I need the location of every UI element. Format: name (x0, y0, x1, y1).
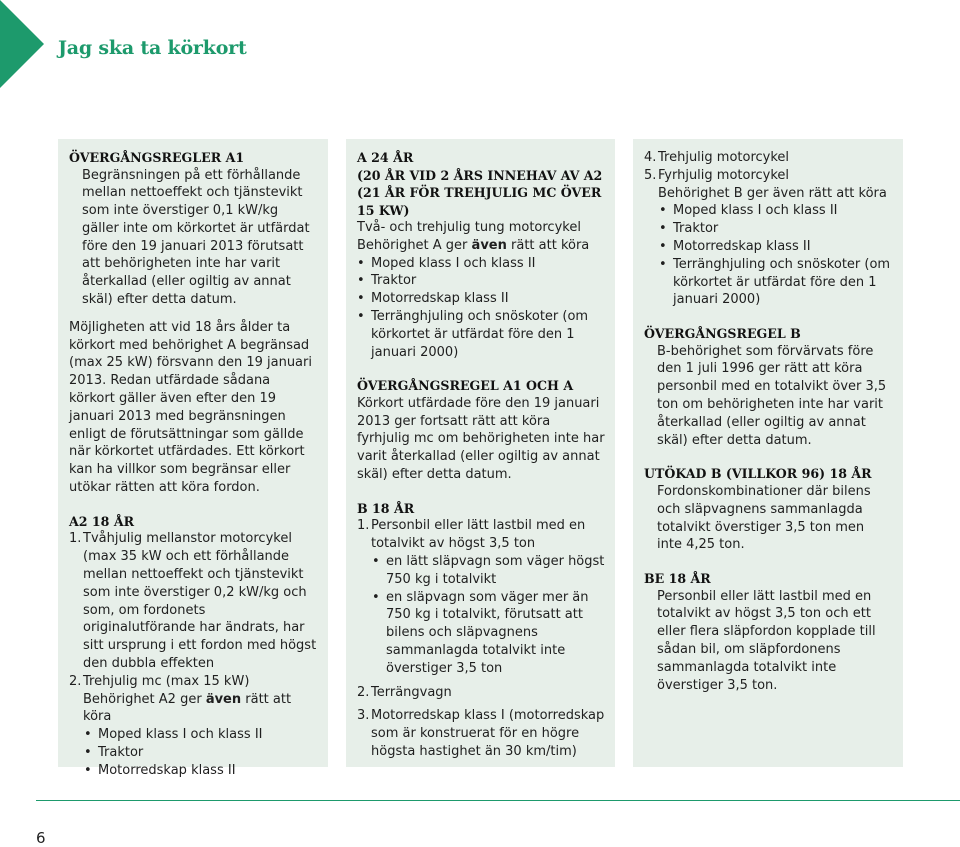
heading-overgangsregel-b: ÖVERGÅNGSREGEL B (644, 326, 801, 342)
text: Behörighet B ger även rätt att köra (658, 185, 887, 201)
paragraph: Fordonskombinationer där bilens och släpvagnens sammanlagda totalvikt överstiger 3,5 ton men inte 4,25 ton. (657, 483, 871, 553)
bullet-list (357, 255, 605, 362)
list-item (357, 684, 605, 702)
emphasis: även (471, 237, 507, 253)
heading-overgangsregler-a1: ÖVERGÅNGSREGLER A1 (69, 150, 245, 165)
paragraph: Möjligheten att vid 18 års ålder ta körkort med behörighet A begränsad (max 25 kW) försvann den 19 januari 2013. Redan utfärdade sådana körkort gäller även efter den 19 januari 2013 med begränsningen enligt de förutsättningar som gällde när körkortet utfärdades. Ett körkort kan ha villkor som begränsar eller utökar rätten att köra fordon. (69, 319, 312, 496)
paragraph (357, 237, 605, 255)
bullet-list (357, 553, 605, 678)
paragraph: B-behörighet som förvärvats före den 1 juli 1996 ger rätt att köra personbil med en totalvikt över 3,5 ton om behörigheten inte har varit återkallad (eller ogiltig av annat skäl) efter detta datum. (657, 343, 887, 448)
list-item (69, 673, 318, 726)
bullet-item: • Traktor (84, 744, 318, 762)
item-number: 2. (357, 684, 370, 700)
list-item (69, 530, 318, 672)
column-2 (346, 139, 615, 767)
bullet-item: • Moped klass I och klass II (357, 255, 605, 273)
text: rätt att köra (83, 691, 292, 725)
item-number: 4. (644, 150, 657, 165)
page-number: 6 (36, 829, 46, 847)
bullet-item: • Motorredskap klass II (357, 290, 605, 308)
item-text: Personbil eller lätt lastbil med en totalvikt av högst 3,5 ton (371, 518, 586, 552)
item-text: Trehjulig motorcykel (658, 150, 790, 165)
list-item (357, 707, 605, 760)
text: rätt att köra (506, 237, 590, 253)
paragraph: Personbil eller lätt lastbil med en totalvikt av högst 3,5 ton och ett eller flera släpfordon kopplade till sådan bil, om släpfordonens sammanlagda totalvikt inte överstiger 3,5 ton. (657, 588, 876, 693)
heading-utokad-b: UTÖKAD B (VILLKOR 96) 18 ÅR (644, 466, 872, 482)
item-text: Motorredskap klass I (motorredskap som är konstruerat för en högre högsta hastighet än 30 km/tim) (371, 708, 605, 759)
text: Behörighet A2 ger (83, 691, 206, 707)
list-item (644, 167, 893, 203)
bullet-item: • en lätt släpvagn som väger högst 750 kg i totalvikt (372, 553, 605, 589)
bullet-item: • Traktor (357, 272, 605, 290)
list-item (357, 517, 605, 553)
text: Behörighet A ger (357, 237, 472, 253)
item-number: 3. (357, 708, 370, 724)
bullet-item: • Terränghjuling och snöskoter (om körkortet är utfärdat före den 1 januari 2000) (357, 308, 605, 361)
item-number: 2. (69, 673, 82, 689)
paragraph: Begränsningen på ett förhållande mellan nettoeffekt och tjänstevikt som inte överstiger 0,1 kW/kg gäller inte om körkortet är utfärdat före den 19 januari 2013 förutsatt att behörigheten inte har varit återkallad (eller ogiltig av annat skäl) efter detta datum. (82, 167, 310, 308)
heading-overgangsregel-a1-a: ÖVERGÅNGSREGEL A1 OCH A (357, 378, 574, 394)
page-title: Jag ska ta körkort (58, 37, 247, 59)
paragraph: Körkort utfärdade före den 19 januari 2013 ger fortsatt rätt att köra fyrhjulig mc om behörigheten inte har varit återkallad (eller ogiltig av annat skäl) efter detta datum. (357, 395, 605, 483)
bullet-item: • Terränghjuling och snöskoter (om körkortet är utfärdat före den 1 januari 2000) (659, 256, 893, 309)
list-item (644, 149, 893, 167)
heading-a2: A2 18 ÅR (69, 513, 135, 529)
footer-divider (36, 800, 960, 801)
bullet-item: • Motorredskap klass II (84, 762, 318, 780)
item-number: 5. (644, 167, 657, 183)
heading-b-18: B 18 ÅR (357, 500, 415, 516)
bullet-item: • Motorredskap klass II (659, 238, 893, 256)
column-3 (633, 139, 903, 767)
item-text (658, 167, 893, 203)
bullet-list (69, 726, 318, 779)
bullet-item: • Moped klass I och klass II (84, 726, 318, 744)
bullet-list (644, 202, 893, 309)
item-title: Trehjulig mc (max 15 kW) (83, 673, 250, 689)
heading-be-18: BE 18 ÅR (644, 571, 711, 587)
item-text: Tvåhjulig mellanstor motorcykel (max 35 kW och ett förhållande mellan nettoeffekt och tjänstevikt som inte överstiger 0,2 kW/kg och som, om fordonets originalutförande har ändrats, har sitt ursprung i ett fordon med högst den dubbla effekten (83, 531, 317, 671)
corner-triangle-decoration (0, 0, 44, 88)
item-text: Terrängvagn (371, 684, 452, 700)
heading-a-24-sub: (20 ÅR VID 2 ÅRS INNEHAV AV A2 (21 ÅR FÖR TREHJULIG MC ÖVER 15 KW) (357, 167, 603, 218)
item-number: 1. (357, 518, 370, 534)
item-number: 1. (69, 531, 82, 547)
emphasis: även (205, 691, 242, 707)
item-title: Fyrhjulig motorcykel (658, 167, 790, 183)
column-1 (58, 139, 328, 778)
item-text (83, 673, 318, 726)
heading-a-24: A 24 ÅR (357, 150, 414, 165)
bullet-item: • Moped klass I och klass II (659, 202, 893, 220)
bullet-item: • Traktor (659, 220, 893, 238)
paragraph: Två- och trehjulig tung motorcykel (357, 220, 581, 235)
bullet-item: • en släpvagn som väger mer än 750 kg i totalvikt, förutsatt att bilens och släpvagnens sammanlagda totalvikt inte överstiger 3,5 ton (372, 589, 605, 678)
